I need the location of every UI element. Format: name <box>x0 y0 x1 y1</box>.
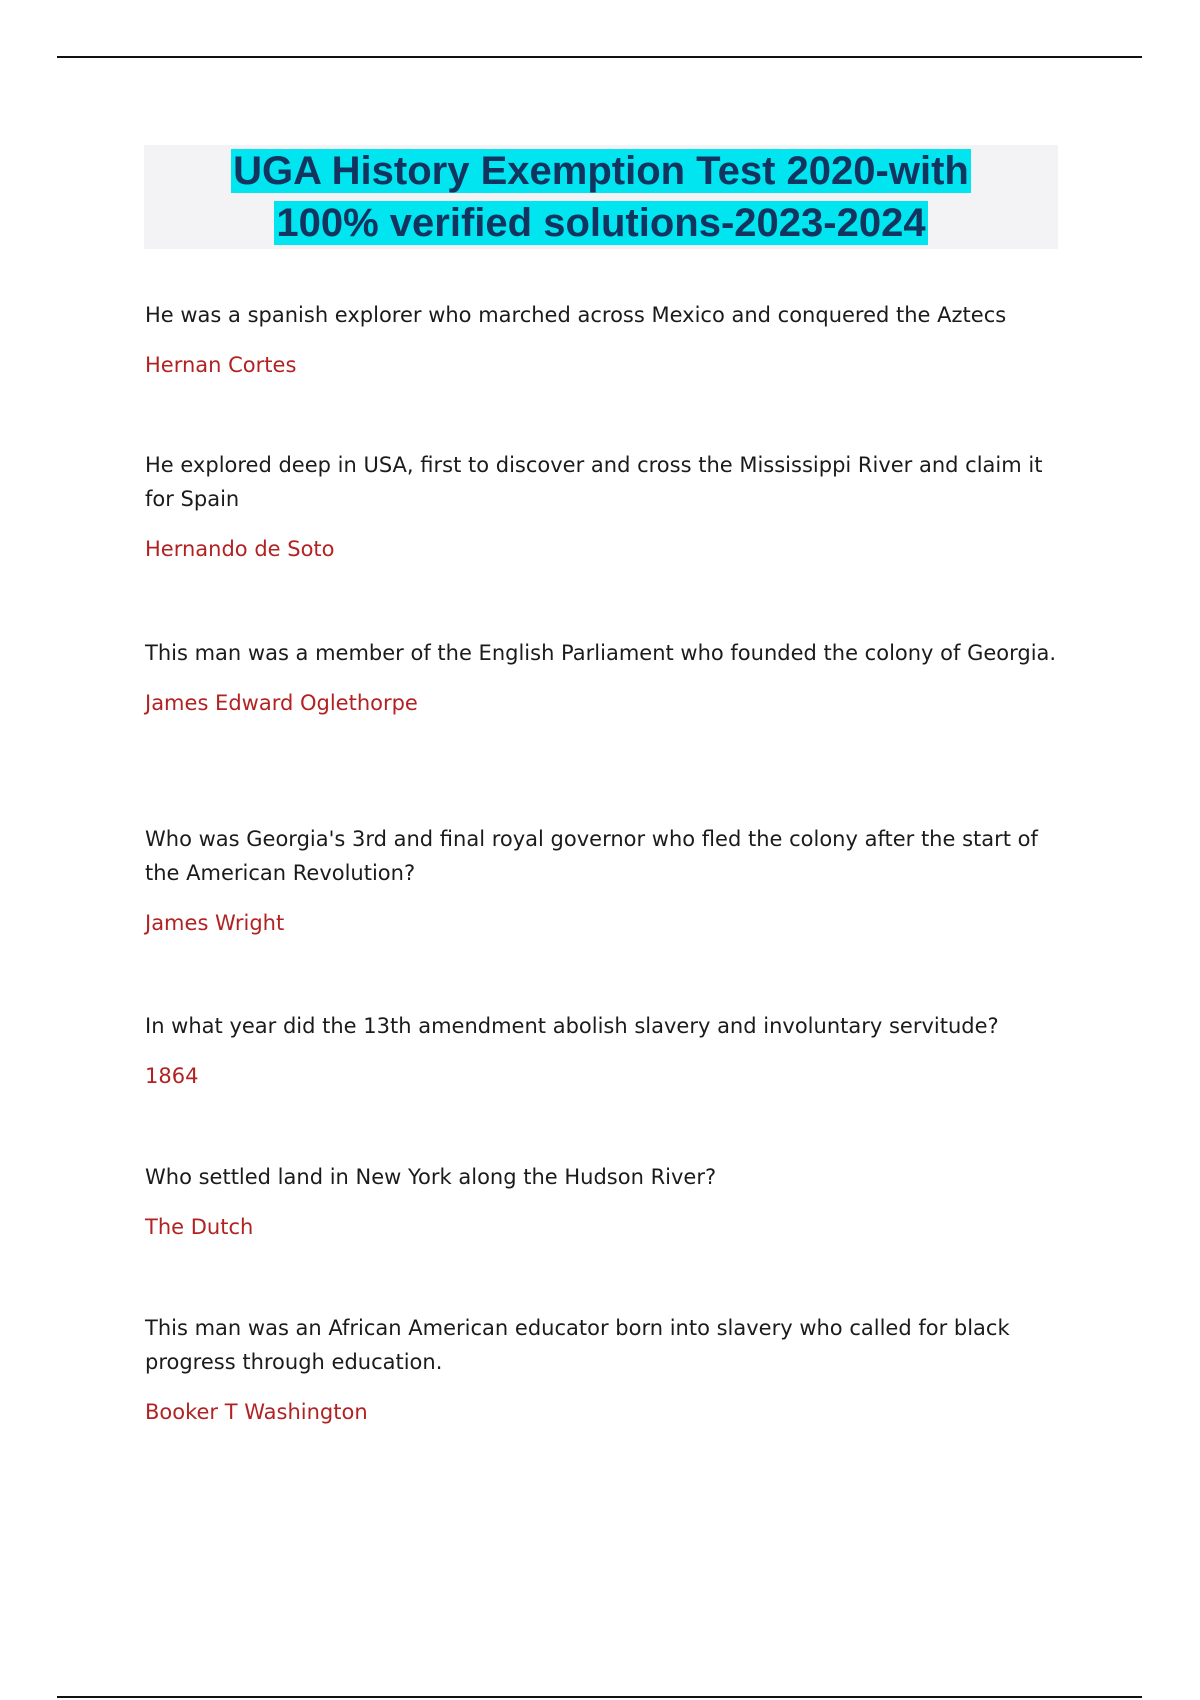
qa-item <box>145 1160 1065 1311</box>
answer-text: 1864 <box>145 1064 199 1088</box>
qa-item <box>145 448 1065 636</box>
qa-item <box>145 822 1065 1009</box>
qa-item <box>145 1311 1065 1431</box>
question-text: In what year did the 13th amendment abolish slavery and involuntary servitude? <box>145 1014 999 1038</box>
qa-item <box>145 636 1065 822</box>
title-banner <box>144 145 1058 249</box>
qa-item <box>145 1009 1065 1160</box>
question-text: Who settled land in New York along the Hudson River? <box>145 1165 717 1189</box>
qa-list <box>145 298 1065 1431</box>
qa-item <box>145 298 1065 448</box>
question-text: Who was Georgia's 3rd and final royal governor who fled the colony after the start of the American Revolution? <box>145 827 1038 885</box>
answer-text: James Wright <box>145 911 285 935</box>
answer-text: Hernan Cortes <box>145 353 297 377</box>
answer-text: The Dutch <box>145 1215 254 1239</box>
title-line-2: 100% verified solutions-2023-2024 <box>276 201 926 245</box>
question-text: He explored deep in USA, first to discover and cross the Mississippi River and claim it for Spain <box>145 453 1043 511</box>
top-divider <box>57 56 1142 58</box>
document-title <box>231 145 971 249</box>
question-text: This man was a member of the English Parliament who founded the colony of Georgia. <box>145 641 1057 665</box>
answer-text: Booker T Washington <box>145 1400 368 1424</box>
question-text: This man was an African American educator born into slavery who called for black progress through education. <box>145 1316 1010 1374</box>
title-line-1: UGA History Exemption Test 2020-with <box>233 149 969 193</box>
answer-text: Hernando de Soto <box>145 537 335 561</box>
bottom-divider <box>57 1696 1142 1698</box>
question-text: He was a spanish explorer who marched across Mexico and conquered the Aztecs <box>145 303 1007 327</box>
answer-text: James Edward Oglethorpe <box>145 691 418 715</box>
